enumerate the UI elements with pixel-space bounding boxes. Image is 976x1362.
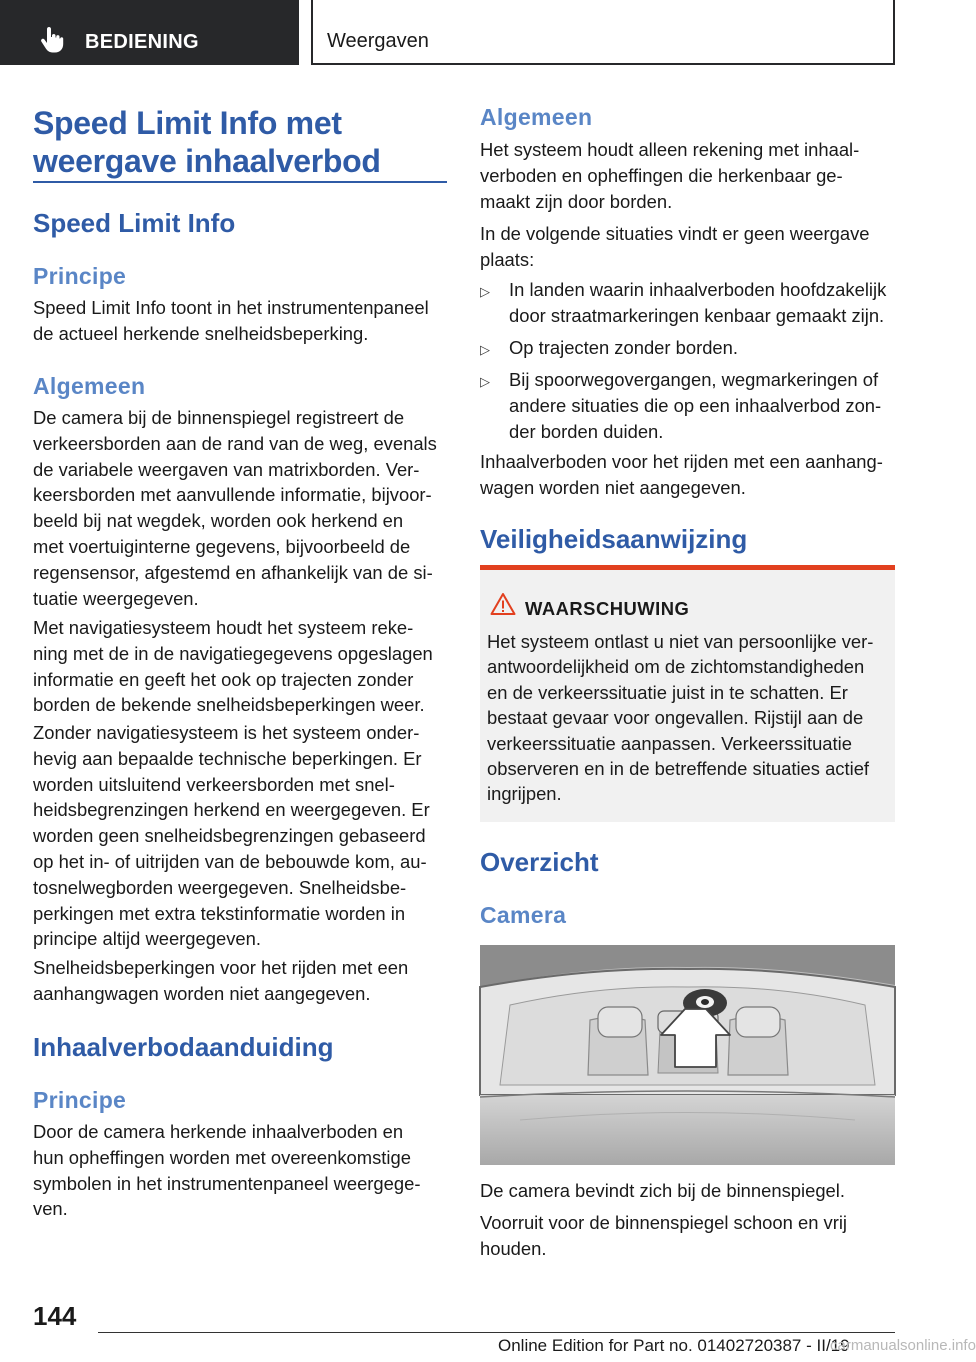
watermark: carmanualsonline.info xyxy=(830,1337,976,1354)
paragraph: In de volgende situaties vindt er geen weergave plaats: xyxy=(480,223,870,270)
title-divider xyxy=(33,181,447,183)
section-heading-overzicht: Overzicht xyxy=(480,847,599,877)
paragraph: Met navigatiesysteem houdt het systeem reke- ning met de in de navigatiegegevens opgeslagen informatie en geeft het ook op trajecten zonder borden de bekende snelheidsbeperkingen weer. xyxy=(33,617,433,716)
subheading-algemeen: Algemeen xyxy=(480,104,593,130)
main-title-line-2: weergave inhaalverbod xyxy=(33,143,381,179)
warning-box xyxy=(480,565,895,822)
warning-title: WAARSCHUWING xyxy=(525,598,690,619)
paragraph: Het systeem houdt alleen rekening met inhaal- verboden en opheffingen die herkenbaar ge- maakt zijn door borden. xyxy=(480,139,860,212)
section-heading-speed-limit-info: Speed Limit Info xyxy=(33,208,236,238)
section-heading-inhaalverbodaanduiding: Inhaalverbodaanduiding xyxy=(33,1032,334,1062)
chapter-tab xyxy=(0,0,299,65)
page-header xyxy=(311,0,895,65)
camera-location-illustration xyxy=(480,945,895,1165)
image-caption: De camera bevindt zich bij de binnenspiegel. xyxy=(480,1180,845,1201)
main-title-line-1: Speed Limit Info met xyxy=(33,105,342,141)
warning-triangle-icon xyxy=(490,592,516,616)
warning-text: Het systeem ontlast u niet van persoonlijke ver- antwoordelijkheid om de zichtomstandigheden en de verkeerssituatie juist in te schatten. Er bestaat gevaar voor ongevallen. Rijstijl aan de verkeerssituatie aanpassen. Verkeerssituatie observeren en in de betreffende situaties actief ingrijpen. xyxy=(487,631,874,805)
bullet-triangle-icon: ▷ xyxy=(480,342,490,357)
subheading-algemeen: Algemeen xyxy=(33,373,146,399)
hand-pointer-icon xyxy=(38,26,66,54)
subheading-principe: Principe xyxy=(33,1087,127,1113)
bullet-triangle-icon: ▷ xyxy=(480,284,490,299)
subheading-principe: Principe xyxy=(33,263,127,289)
bullet-triangle-icon: ▷ xyxy=(480,374,490,389)
paragraph: Zonder navigatiesysteem is het systeem onder- hevig aan bepaalde technische beperkingen. Er worden uitsluitend verkeersborden met snel- heidsbegrenzingen herkend en weergegeven. Er worden geen snelheidsbegrenzingen gebaseerd op het in- of uitrijden van de bebouwde kom, au- tosnelwegborden weergegeven. Snelheidsbe- perkingen met extra tekstinformatie worden in principe altijd weergegeven. xyxy=(33,722,430,950)
page-header-title: Weergaven xyxy=(327,30,429,52)
paragraph: Speed Limit Info toont in het instrumentenpaneel de actueel herkende snelheidsbeperking. xyxy=(33,297,429,344)
paragraph: Inhaalverboden voor het rijden met een aanhang- wagen worden niet aangegeven. xyxy=(480,451,883,498)
edition-info: Online Edition for Part no. 01402720387 - II/19 xyxy=(498,1336,850,1355)
section-heading-veiligheidsaanwijzing: Veiligheidsaanwijzing xyxy=(480,524,748,554)
subheading-camera: Camera xyxy=(480,902,567,928)
paragraph: Voorruit voor de binnenspiegel schoon en vrij houden. xyxy=(480,1212,848,1259)
chapter-label: BEDIENING xyxy=(85,31,199,53)
paragraph: Door de camera herkende inhaalverboden en hun opheffingen worden met overeenkomstige symbolen in het instrumentenpaneel weergege- ven. xyxy=(33,1121,421,1220)
paragraph: De camera bij de binnenspiegel registreert de verkeersborden aan de rand van de weg, evenals de variabele weergaven van matrixborden. Ver- keersborden met aanvullende informatie, bijvoor- beeld bij nat wegdek, worden ook herkend en met voertuiginterne gegevens, bijvoorbeeld de regensensor, afgestemd en afhankelijk van de si- tuatie weergegeven. xyxy=(33,407,437,609)
page-number: 144 xyxy=(33,1301,77,1331)
footer-divider xyxy=(98,1332,895,1333)
paragraph: Snelheidsbeperkingen voor het rijden met een aanhangwagen worden niet aangegeven. xyxy=(33,957,409,1004)
